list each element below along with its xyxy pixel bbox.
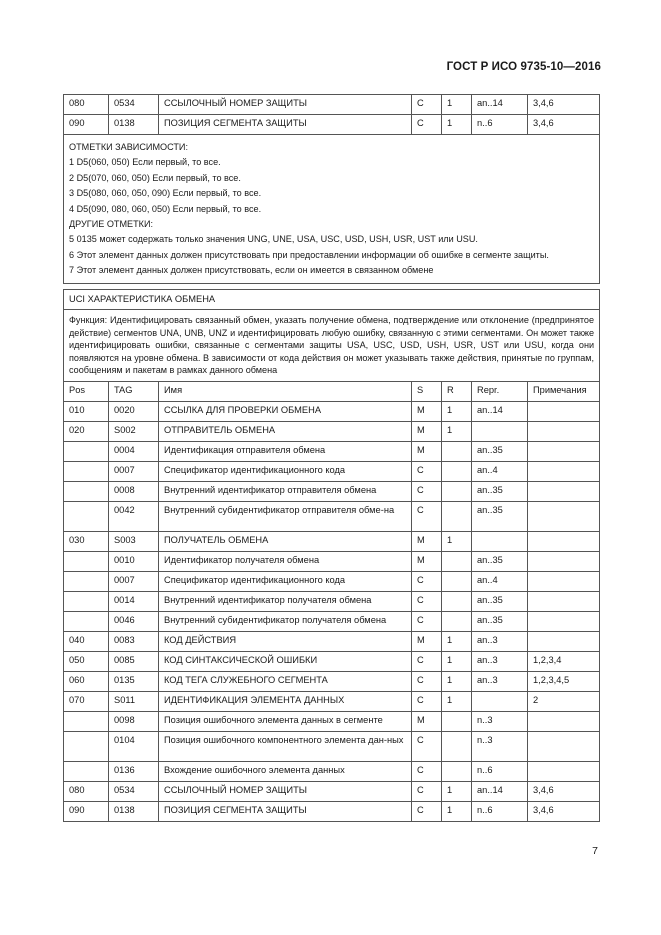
- table-row: [64, 461, 600, 481]
- cell-pos: 050: [64, 651, 109, 671]
- cell-name: Внутренний идентификатор отправителя обмена: [159, 481, 412, 501]
- table-row: [64, 115, 600, 135]
- note-line: 2 D5(070, 060, 050) Если первый, то все.: [69, 172, 241, 183]
- cell-notes: [528, 761, 600, 781]
- cell-notes: 1,2,3,4,5: [528, 671, 600, 691]
- cell-pos: 020: [64, 421, 109, 441]
- segment-table-uci: [63, 289, 600, 822]
- cell-r: 1: [442, 401, 472, 421]
- cell-repr: an..3: [472, 651, 528, 671]
- cell-notes: [528, 501, 600, 531]
- table-row: [64, 781, 600, 801]
- cell-name: Внутренний идентификатор получателя обмена: [159, 591, 412, 611]
- table-row: [64, 481, 600, 501]
- cell-repr: an..14: [472, 95, 528, 115]
- table-row: [64, 651, 600, 671]
- cell-tag: 0138: [109, 115, 159, 135]
- table-row: [64, 551, 600, 571]
- cell-pos: 010: [64, 401, 109, 421]
- note-line: 1 D5(060, 050) Если первый, то все.: [69, 157, 221, 168]
- cell-name: КОД СИНТАКСИЧЕСКОЙ ОШИБКИ: [159, 651, 412, 671]
- table-row: [64, 401, 600, 421]
- cell-tag: 0135: [109, 671, 159, 691]
- cell-name: Идентификатор получателя обмена: [159, 551, 412, 571]
- cell-pos: [64, 711, 109, 731]
- cell-tag: 0004: [109, 441, 159, 461]
- note-line: ОТМЕТКИ ЗАВИСИМОСТИ:: [69, 142, 188, 152]
- cell-repr: an..35: [472, 441, 528, 461]
- cell-s: C: [412, 761, 442, 781]
- cell-pos: 090: [64, 801, 109, 821]
- cell-name: Позиция ошибочного компонентного элемента дан-ных: [159, 731, 412, 761]
- cell-r: [442, 571, 472, 591]
- cell-name: ССЫЛКА ДЛЯ ПРОВЕРКИ ОБМЕНА: [159, 401, 412, 421]
- cell-pos: 090: [64, 115, 109, 135]
- cell-repr: n..6: [472, 115, 528, 135]
- cell-pos: [64, 461, 109, 481]
- function-description: Функция: Идентифицировать связанный обмен, указать получение обмена, подтверждение или отклонение (предпринятое действие) сегментов UNA, UNB, UNZ и идентифицировать любую ошибку, связанную с этими сегментами. Он может также идентифицировать ошибки, связанные с сегментами защиты USA, USC, USD, USH, USR, UST или USU, когда они появляются на уровне обмена. В зависимости от кода действия он может указывать также действия, принятые по группам, сообщениям и пакетам в рамках данного обмена: [64, 310, 600, 382]
- cell-name: ИДЕНТИФИКАЦИЯ ЭЛЕМЕНТА ДАННЫХ: [159, 691, 412, 711]
- cell-name: Идентификация отправителя обмена: [159, 441, 412, 461]
- cell-name: Спецификатор идентификационного кода: [159, 571, 412, 591]
- cell-repr: an..35: [472, 481, 528, 501]
- cell-r: [442, 591, 472, 611]
- cell-pos: [64, 551, 109, 571]
- cell-repr: n..3: [472, 731, 528, 761]
- table-row: [64, 591, 600, 611]
- cell-pos: [64, 611, 109, 631]
- table-row: [64, 421, 600, 441]
- cell-name: Внутренний субидентификатор получателя обмена: [159, 611, 412, 631]
- column-header-s: S: [412, 381, 442, 401]
- cell-name: ОТПРАВИТЕЛЬ ОБМЕНА: [159, 421, 412, 441]
- table-row: [64, 801, 600, 821]
- cell-tag: 0020: [109, 401, 159, 421]
- cell-notes: [528, 611, 600, 631]
- cell-pos: 030: [64, 531, 109, 551]
- cell-name: Внутренний субидентификатор отправителя обме-на: [159, 501, 412, 531]
- cell-r: [442, 761, 472, 781]
- cell-repr: an..35: [472, 591, 528, 611]
- cell-r: [442, 461, 472, 481]
- cell-notes: [528, 631, 600, 651]
- column-header-repr: Repr.: [472, 381, 528, 401]
- cell-repr: an..3: [472, 631, 528, 651]
- column-header-r: R: [442, 381, 472, 401]
- column-header-name: Имя: [159, 381, 412, 401]
- cell-tag: 0098: [109, 711, 159, 731]
- cell-pos: 040: [64, 631, 109, 651]
- note-line: 3 D5(080, 060, 050, 090) Если первый, то все.: [69, 188, 262, 199]
- cell-r: [442, 481, 472, 501]
- cell-name: ПОЗИЦИЯ СЕГМЕНТА ЗАЩИТЫ: [159, 801, 412, 821]
- cell-r: 1: [442, 531, 472, 551]
- cell-r: [442, 611, 472, 631]
- cell-notes: 3,4,6: [528, 115, 600, 135]
- cell-pos: [64, 571, 109, 591]
- cell-repr: [472, 531, 528, 551]
- cell-repr: [472, 421, 528, 441]
- cell-tag: 0014: [109, 591, 159, 611]
- cell-r: 1: [442, 421, 472, 441]
- cell-notes: [528, 421, 600, 441]
- cell-tag: 0007: [109, 461, 159, 481]
- cell-s: M: [412, 531, 442, 551]
- cell-s: C: [412, 591, 442, 611]
- cell-name: КОД ДЕЙСТВИЯ: [159, 631, 412, 651]
- cell-s: C: [412, 611, 442, 631]
- cell-repr: an..35: [472, 551, 528, 571]
- cell-s: C: [412, 801, 442, 821]
- cell-s: C: [412, 461, 442, 481]
- cell-repr: an..35: [472, 611, 528, 631]
- table-row: [64, 711, 600, 731]
- cell-tag: S002: [109, 421, 159, 441]
- cell-name: Позиция ошибочного элемента данных в сегменте: [159, 711, 412, 731]
- table-row: [64, 671, 600, 691]
- cell-notes: [528, 571, 600, 591]
- document-code: ГОСТ Р ИСО 9735-10—2016: [446, 61, 601, 73]
- cell-r: 1: [442, 671, 472, 691]
- cell-notes: [528, 551, 600, 571]
- cell-repr: n..6: [472, 761, 528, 781]
- cell-notes: 3,4,6: [528, 95, 600, 115]
- cell-notes: 3,4,6: [528, 801, 600, 821]
- cell-repr: an..14: [472, 781, 528, 801]
- cell-notes: [528, 481, 600, 501]
- cell-name: ССЫЛОЧНЫЙ НОМЕР ЗАЩИТЫ: [159, 781, 412, 801]
- table-row: [64, 731, 600, 761]
- cell-tag: 0534: [109, 95, 159, 115]
- cell-notes: 1,2,3,4: [528, 651, 600, 671]
- cell-repr: an..4: [472, 461, 528, 481]
- cell-tag: 0046: [109, 611, 159, 631]
- cell-s: M: [412, 441, 442, 461]
- cell-s: C: [412, 571, 442, 591]
- cell-tag: 0138: [109, 801, 159, 821]
- cell-tag: 0534: [109, 781, 159, 801]
- note-line: ДРУГИЕ ОТМЕТКИ:: [69, 219, 154, 230]
- table-row: [64, 691, 600, 711]
- cell-tag: 0007: [109, 571, 159, 591]
- table-row: [64, 95, 600, 115]
- cell-s: M: [412, 631, 442, 651]
- cell-s: M: [412, 421, 442, 441]
- cell-r: 1: [442, 801, 472, 821]
- cell-pos: 080: [64, 781, 109, 801]
- cell-repr: an..3: [472, 671, 528, 691]
- cell-s: M: [412, 401, 442, 421]
- cell-repr: n..3: [472, 711, 528, 731]
- cell-s: C: [412, 671, 442, 691]
- cell-tag: 0083: [109, 631, 159, 651]
- segment-title: UCI ХАРАКТЕРИСТИКА ОБМЕНА: [64, 290, 600, 310]
- cell-r: 1: [442, 95, 472, 115]
- cell-tag: S011: [109, 691, 159, 711]
- cell-r: 1: [442, 651, 472, 671]
- column-header-pos: Pos: [64, 381, 109, 401]
- table-row: [64, 611, 600, 631]
- cell-name: КОД ТЕГА СЛУЖЕБНОГО СЕГМЕНТА: [159, 671, 412, 691]
- cell-name: Спецификатор идентификационного кода: [159, 461, 412, 481]
- cell-pos: [64, 481, 109, 501]
- cell-name: ССЫЛОЧНЫЙ НОМЕР ЗАЩИТЫ: [159, 95, 412, 115]
- cell-r: 1: [442, 631, 472, 651]
- cell-r: [442, 731, 472, 761]
- cell-tag: 0136: [109, 761, 159, 781]
- cell-notes: [528, 531, 600, 551]
- cell-pos: [64, 761, 109, 781]
- cell-s: C: [412, 501, 442, 531]
- cell-name: Вхождение ошибочного элемента данных: [159, 761, 412, 781]
- cell-tag: 0010: [109, 551, 159, 571]
- table-row: [64, 441, 600, 461]
- cell-name: ПОЛУЧАТЕЛЬ ОБМЕНА: [159, 531, 412, 551]
- cell-repr: [472, 691, 528, 711]
- cell-tag: 0008: [109, 481, 159, 501]
- cell-s: C: [412, 481, 442, 501]
- cell-notes: [528, 461, 600, 481]
- cell-s: M: [412, 711, 442, 731]
- cell-name: ПОЗИЦИЯ СЕГМЕНТА ЗАЩИТЫ: [159, 115, 412, 135]
- cell-notes: [528, 401, 600, 421]
- cell-s: C: [412, 95, 442, 115]
- cell-r: 1: [442, 781, 472, 801]
- cell-pos: 080: [64, 95, 109, 115]
- cell-notes: 2: [528, 691, 600, 711]
- dependency-notes: [64, 135, 600, 284]
- cell-tag: S003: [109, 531, 159, 551]
- note-line: 6 Этот элемент данных должен присутствовать при предоставлении информации об ошибке в сегменте защиты.: [69, 249, 549, 260]
- notes-row: [64, 135, 600, 284]
- cell-pos: [64, 501, 109, 531]
- cell-tag: 0104: [109, 731, 159, 761]
- cell-pos: [64, 441, 109, 461]
- column-header-notes: Примечания: [528, 381, 600, 401]
- table-row: [64, 631, 600, 651]
- cell-r: [442, 501, 472, 531]
- cell-pos: [64, 591, 109, 611]
- function-row: [64, 310, 600, 382]
- table-row: [64, 501, 600, 531]
- column-header-row: [64, 381, 600, 401]
- cell-notes: [528, 731, 600, 761]
- cell-pos: [64, 731, 109, 761]
- continuation-table: [63, 94, 600, 284]
- cell-r: 1: [442, 691, 472, 711]
- table-row: [64, 531, 600, 551]
- cell-tag: 0085: [109, 651, 159, 671]
- cell-tag: 0042: [109, 501, 159, 531]
- note-line: 4 D5(090, 080, 060, 050) Если первый, то все.: [69, 203, 262, 214]
- cell-s: C: [412, 115, 442, 135]
- cell-repr: an..14: [472, 401, 528, 421]
- cell-r: 1: [442, 115, 472, 135]
- cell-r: [442, 441, 472, 461]
- cell-s: C: [412, 781, 442, 801]
- note-line: 7 Этот элемент данных должен присутствовать, если он имеется в связанном обмене: [69, 265, 434, 276]
- cell-r: [442, 711, 472, 731]
- table-row: [64, 571, 600, 591]
- cell-pos: 070: [64, 691, 109, 711]
- cell-s: C: [412, 731, 442, 761]
- cell-notes: [528, 441, 600, 461]
- cell-notes: [528, 591, 600, 611]
- cell-pos: 060: [64, 671, 109, 691]
- cell-r: [442, 551, 472, 571]
- column-header-tag: TAG: [109, 381, 159, 401]
- cell-s: C: [412, 651, 442, 671]
- table-row: [64, 761, 600, 781]
- cell-repr: n..6: [472, 801, 528, 821]
- cell-s: M: [412, 551, 442, 571]
- page-number: 7: [592, 845, 598, 857]
- cell-repr: an..4: [472, 571, 528, 591]
- note-line: 5 0135 может содержать только значения UNG, UNE, USA, USC, USD, USH, USR, UST или USU.: [69, 234, 478, 245]
- cell-repr: an..35: [472, 501, 528, 531]
- cell-notes: [528, 711, 600, 731]
- cell-s: C: [412, 691, 442, 711]
- segment-title-row: [64, 290, 600, 310]
- cell-notes: 3,4,6: [528, 781, 600, 801]
